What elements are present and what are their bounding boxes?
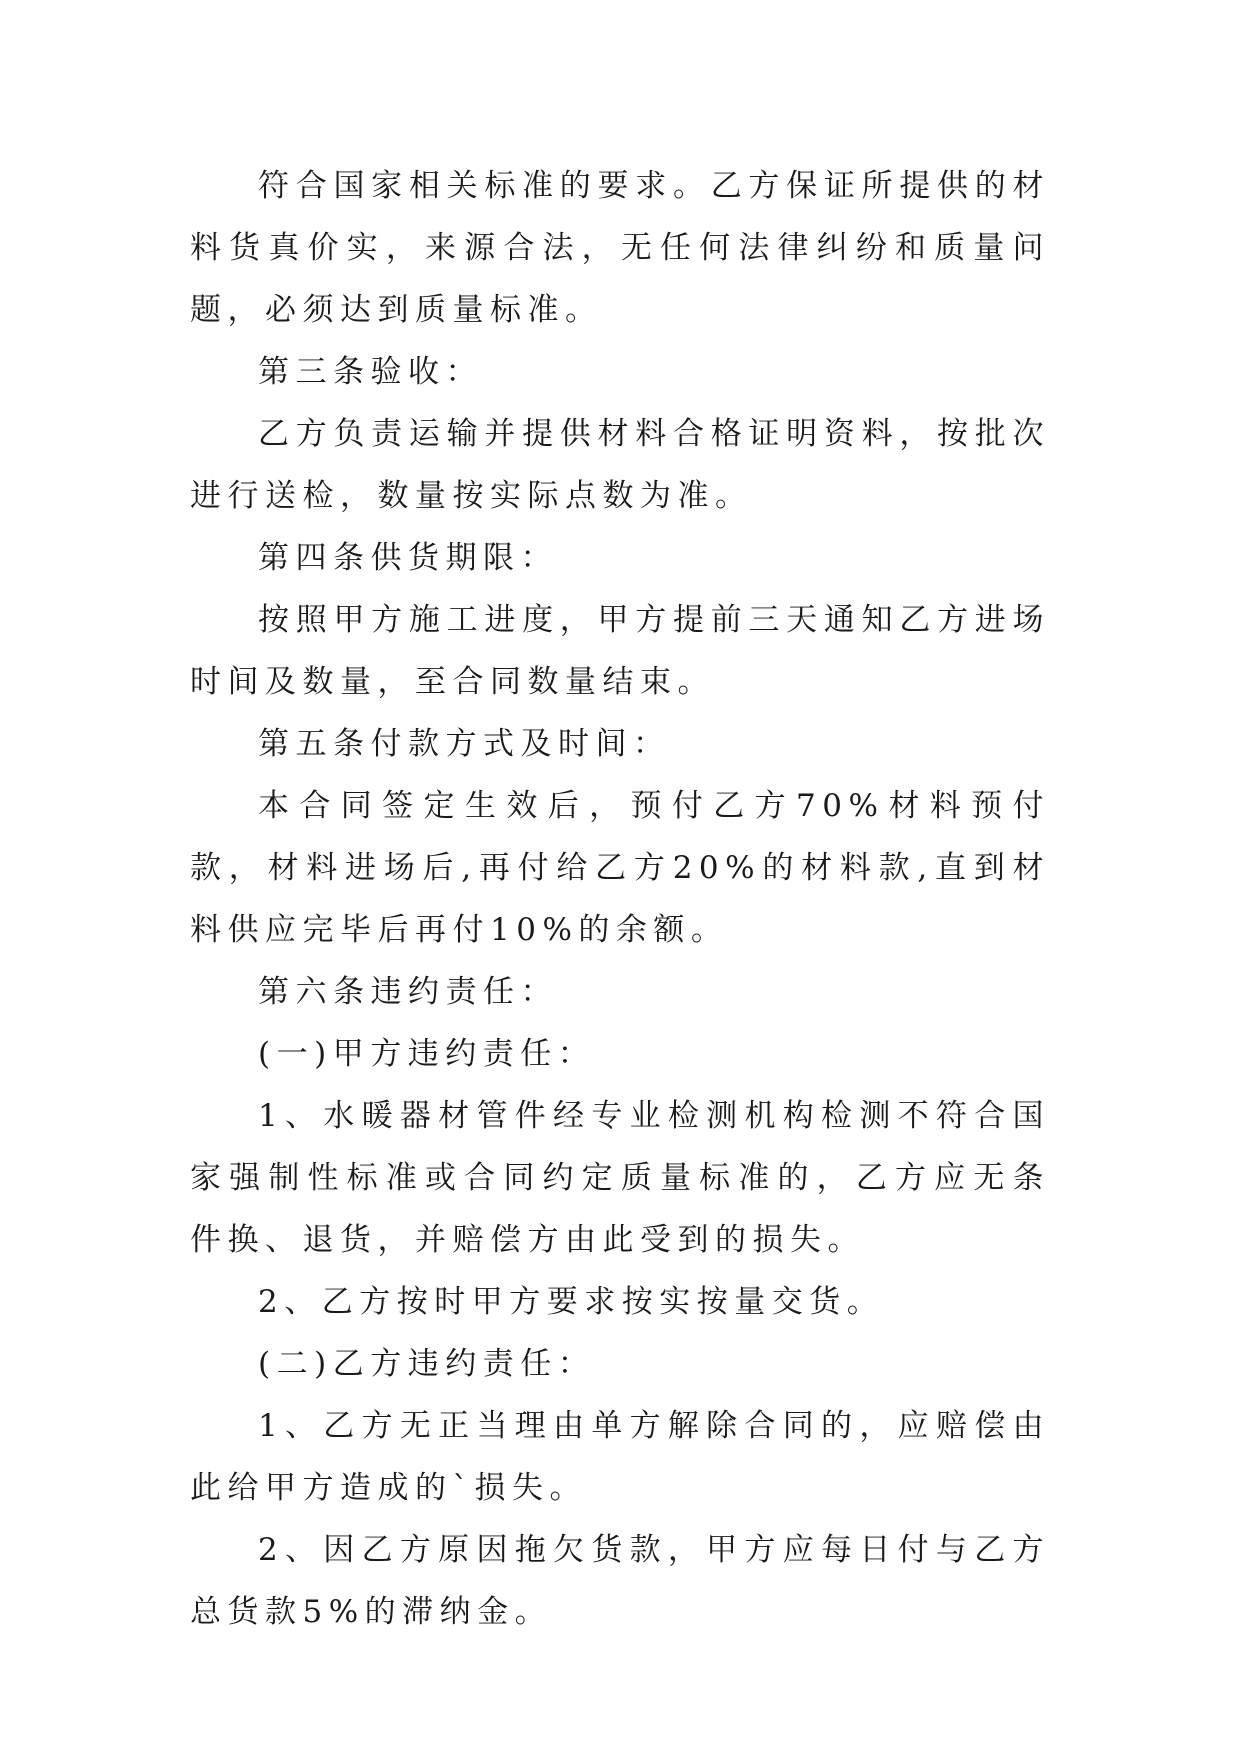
paragraph: 1、水暖器材管件经专业检测机构检测不符合国家强制性标准或合同约定质量标准的，乙方应无条件换、退货，并赔偿方由此受到的损失。 — [190, 1098, 1050, 1258]
section-heading-payment: 第五条付款方式及时间： — [258, 726, 671, 762]
paragraph: 1、乙方无正当理由单方解除合同的，应赔偿由此给甲方造成的`损失。 — [190, 1408, 1050, 1506]
section-heading-acceptance: 第三条验收： — [258, 354, 483, 390]
section-heading-delivery-period: 第四条供货期限： — [258, 540, 558, 576]
subsection-heading-party-b: (二)乙方违约责任： — [258, 1346, 596, 1382]
paragraph: 按照甲方施工进度，甲方提前三天通知乙方进场时间及数量，至合同数量结束。 — [190, 602, 1050, 700]
section-heading-liability: 第六条违约责任： — [258, 974, 558, 1010]
paragraph: 乙方负责运输并提供材料合格证明资料，按批次进行送检，数量按实际点数为准。 — [190, 416, 1050, 514]
paragraph: 符合国家相关标准的要求。乙方保证所提供的材料货真价实，来源合法，无任何法律纠纷和质量问题，必须达到质量标准。 — [190, 168, 1050, 328]
document-body — [190, 155, 1050, 1643]
paragraph: 本合同签定生效后，预付乙方70%材料预付款，材料进场后,再付给乙方20%的材料款,直到材料供应完毕后再付10%的余额。 — [190, 788, 1050, 948]
subsection-heading-party-a: (一)甲方违约责任： — [258, 1036, 596, 1072]
paragraph: 2、乙方按时甲方要求按实按量交货。 — [258, 1284, 885, 1320]
paragraph: 2、因乙方原因拖欠货款，甲方应每日付与乙方总货款5%的滞纳金。 — [190, 1532, 1050, 1630]
